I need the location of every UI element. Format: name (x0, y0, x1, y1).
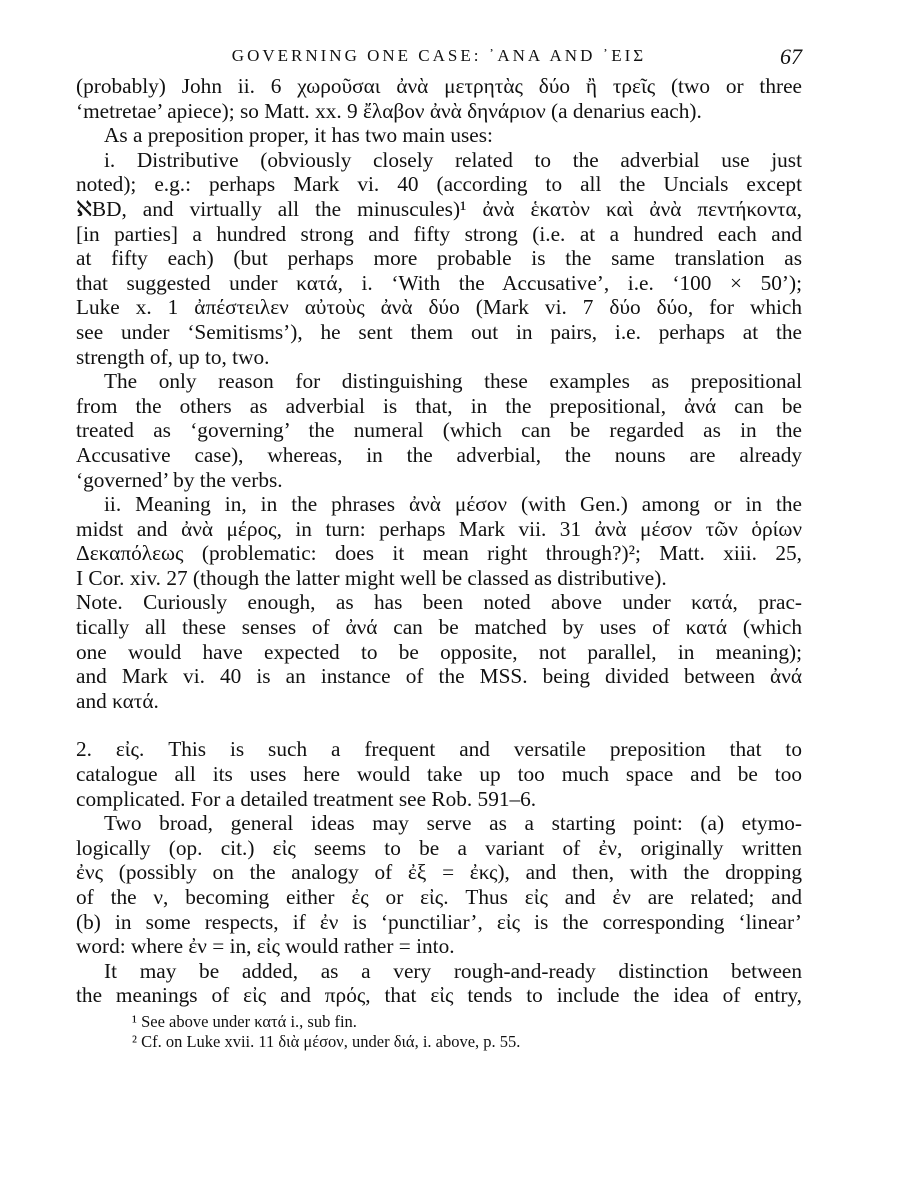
footnotes (76, 1012, 802, 1052)
text-line: ℵBD, and virtually all the minuscules)¹ ἀνὰ ἑκατὸν καὶ ἀνὰ πεντήκοντα, (76, 196, 802, 221)
page-header (76, 44, 802, 74)
text-line: 2. εἰς. This is such a frequent and versatile preposition that to (76, 737, 802, 762)
text-line: the meanings of εἰς and πρός, that εἰς tends to include the idea of entry, (76, 983, 802, 1008)
text-line: ‘metretae’ apiece); so Matt. xx. 9 ἔλαβον ἀνὰ δηνάριον (a denarius each). (76, 98, 702, 123)
footnote: ¹ See above under κατά i., sub fin. (132, 1011, 357, 1031)
book-page (76, 44, 802, 1052)
text-line: Two broad, general ideas may serve as a starting point: (a) etymo- (104, 811, 802, 836)
body-text (76, 74, 802, 713)
text-line: complicated. For a detailed treatment see Rob. 591–6. (76, 786, 537, 811)
text-line: one would have expected to be opposite, not parallel, in meaning); (76, 639, 802, 664)
text-line: treated as ‘governing’ the numeral (which can be regarded as in the (76, 418, 802, 443)
text-line: Accusative case), whereas, in the adverbial, the nouns are already (76, 442, 802, 467)
text-line: The only reason for distinguishing these examples as prepositional (104, 369, 802, 394)
text-line: i. Distributive (obviously closely related to the adverbial use just (104, 147, 802, 172)
text-line: logically (op. cit.) εἰς seems to be a variant of ἐν, originally written (76, 835, 802, 860)
text-line: noted); e.g.: perhaps Mark vi. 40 (according to all the Uncials except (76, 172, 802, 197)
text-line: Luke x. 1 ἀπέστειλεν αὐτοὺς ἀνὰ δύο (Mark vi. 7 δύο δύο, for which (76, 295, 802, 320)
text-line: that suggested under κατά, i. ‘With the Accusative’, i.e. ‘100 × 50’); (76, 270, 802, 295)
text-line: and κατά. (76, 688, 159, 713)
text-line: tically all these senses of ἀνά can be matched by uses of κατά (which (76, 615, 802, 640)
text-line: I Cor. xiv. 27 (though the latter might well be classed as distributive). (76, 565, 667, 590)
text-line: (b) in some respects, if ἐν is ‘punctiliar’, εἰς is the corresponding ‘linear’ (76, 909, 802, 934)
section-gap (76, 713, 802, 737)
text-line: at fifty each) (but perhaps more probable is the same translation as (76, 246, 802, 271)
text-line: ἐνς (possibly on the analogy of ἐξ = ἐκς), and then, with the dropping (76, 860, 802, 885)
text-line: catalogue all its uses here would take up too much space and be too (76, 762, 802, 787)
text-line: It may be added, as a very rough-and-ready distinction between (104, 958, 802, 983)
text-line: from the others as adverbial is that, in the prepositional, ἀνά can be (76, 393, 802, 418)
page-number: 67 (780, 44, 802, 69)
text-line: [in parties] a hundred strong and fifty strong (i.e. at a hundred each and (76, 221, 802, 246)
text-line: Note. Curiously enough, as has been noted above under κατά, prac- (76, 590, 802, 615)
running-head: GOVERNING ONE CASE: ᾿ΑΝΑ AND ᾿ΕΙΣ (231, 46, 647, 65)
text-line: midst and ἀνὰ μέρος, in turn: perhaps Mark vii. 31 ἀνὰ μέσον τῶν ὁρίων (76, 516, 802, 541)
text-line: Δεκαπόλεως (problematic: does it mean right through?)²; Matt. xiii. 25, (76, 541, 802, 566)
text-line: word: where ἐν = in, εἰς would rather = into. (76, 934, 455, 959)
text-line: and Mark vi. 40 is an instance of the MSS. being divided between ἀνά (76, 664, 802, 689)
text-line: see under ‘Semitisms’), he sent them out in pairs, i.e. perhaps at the (76, 319, 802, 344)
section-2-text (76, 737, 802, 1008)
text-line: of the ν, becoming either ἐς or εἰς. Thus εἰς and ἐν are related; and (76, 885, 802, 909)
text-line: As a preposition proper, it has two main uses: (104, 123, 493, 148)
text-line: ii. Meaning in, in the phrases ἀνὰ μέσον (with Gen.) among or in the (104, 492, 802, 517)
text-line: ‘governed’ by the verbs. (76, 467, 283, 492)
text-line: strength of, up to, two. (76, 344, 270, 369)
text-line: (probably) John ii. 6 χωροῦσαι ἀνὰ μετρητὰς δύο ἢ τρεῖς (two or three (76, 74, 802, 98)
footnote: ² Cf. on Luke xvii. 11 διὰ μέσον, under διά, i. above, p. 55. (132, 1031, 521, 1051)
